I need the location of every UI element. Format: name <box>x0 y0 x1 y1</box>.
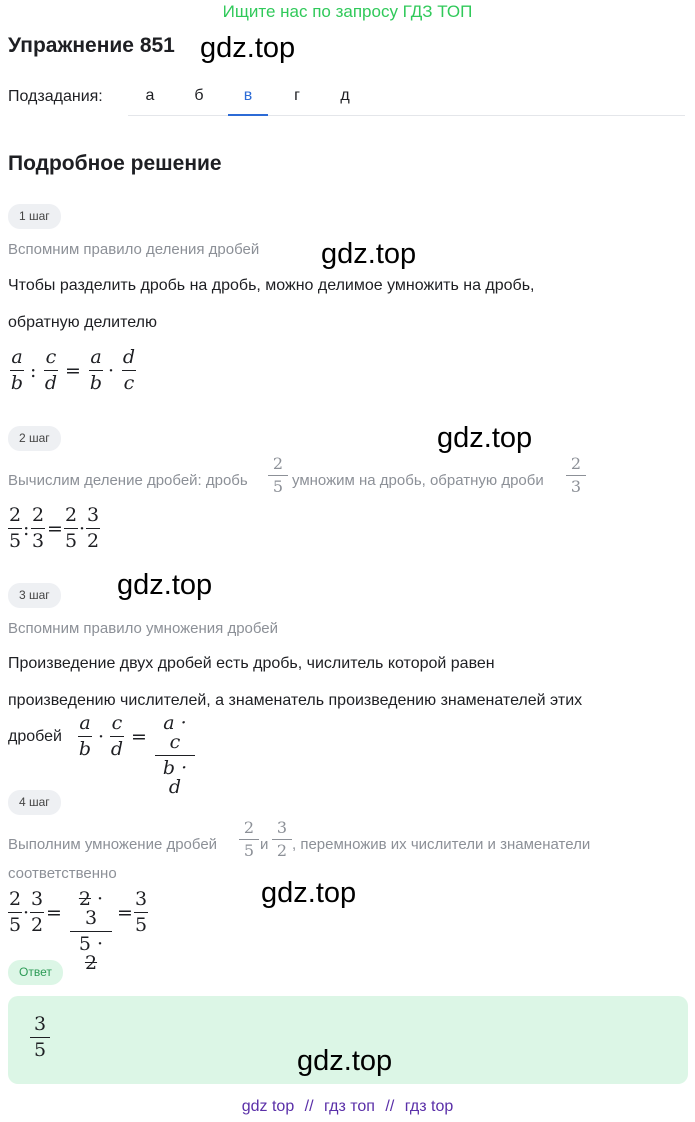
solution-heading: Подробное решение <box>8 152 222 175</box>
subtasks-label: Подзадания: <box>8 88 103 105</box>
step-2-note-part-2: умножим на дробь, обратную дроби <box>292 472 544 489</box>
subtasks-tabs <box>128 78 685 116</box>
footer-separator: // <box>304 1098 314 1115</box>
watermark: gdz.top <box>200 32 296 64</box>
step-2-formula <box>0 504 200 558</box>
dot-sign: · <box>79 518 86 540</box>
watermark: gdz.top <box>117 569 213 601</box>
footer-separator: // <box>385 1098 395 1115</box>
equals-sign: = <box>131 726 147 748</box>
step-3-text-line-2: произведению числителей, а знаменатель произведению знаменателей этих <box>8 692 583 709</box>
answer-badge: Ответ <box>8 960 63 985</box>
equals-sign: = <box>47 518 63 540</box>
step-1-text-line-2: обратную делителю <box>8 314 157 331</box>
footer-link-gdz-top[interactable]: gdz top <box>241 1098 295 1115</box>
fraction: c d <box>44 346 58 394</box>
fraction: 3 2 <box>86 504 100 552</box>
watermark: gdz.top <box>437 422 533 454</box>
dot-sign: · <box>98 726 105 748</box>
footer-links <box>0 1098 695 1116</box>
step-3-text-line-3: дробей <box>8 728 62 745</box>
fraction: a b <box>10 346 24 394</box>
step-1-formula <box>0 346 200 400</box>
fraction: a · c b · d <box>155 714 195 797</box>
dot-sign: · <box>23 902 30 924</box>
dot-sign: · <box>108 360 115 382</box>
step-3-text-line-1: Произведение двух дробей есть дробь, числитель которой равен <box>8 655 495 672</box>
fraction: 3 2 <box>30 888 44 936</box>
footer-link-gdz-top-mixed[interactable]: гдз top <box>404 1098 454 1115</box>
tab-g[interactable]: г <box>294 87 300 104</box>
tab-b[interactable]: б <box>194 87 204 104</box>
step-3-formula <box>70 712 270 798</box>
equals-sign: = <box>65 360 81 382</box>
search-banner: Ищите нас по запросу ГДЗ ТОП <box>222 2 473 21</box>
fraction: 2 5 <box>8 888 22 936</box>
fraction: 2 3 <box>31 504 45 552</box>
step-2-note-fraction-2: 2 3 <box>566 456 586 502</box>
step-4-note-and: и <box>260 836 269 853</box>
fraction: a b <box>89 346 103 394</box>
step-2-badge: 2 шаг <box>8 426 61 451</box>
step-2-note-part-1: Вычислим деление дробей: дробь <box>8 472 248 489</box>
equals-sign: = <box>117 902 133 924</box>
equals-sign: = <box>46 902 62 924</box>
step-4-note-fraction-2: 3 2 <box>272 820 292 866</box>
tab-a[interactable]: а <box>145 87 155 104</box>
answer-fraction: 3 5 <box>30 1015 50 1065</box>
fraction: 2 5 <box>8 504 22 552</box>
fraction: a b <box>78 712 92 760</box>
step-3-badge: 3 шаг <box>8 583 61 608</box>
step-2-note-fraction-1: 2 5 <box>268 456 288 502</box>
fraction: d c <box>122 346 136 394</box>
step-4-note-part-1: Выполним умножение дробей <box>8 836 218 853</box>
step-4-badge: 4 шаг <box>8 790 61 815</box>
step-1-note: Вспомним правило деления дробей <box>8 241 260 258</box>
fraction: 2 5 <box>64 504 78 552</box>
fraction: c d <box>110 712 124 760</box>
tab-v[interactable]: в <box>228 78 268 116</box>
watermark: gdz.top <box>261 877 357 909</box>
step-1-badge: 1 шаг <box>8 204 61 229</box>
watermark: gdz.top <box>297 1045 393 1077</box>
step-1-text-line-1: Чтобы разделить дробь на дробь, можно делимое умножить на дробь, <box>8 277 535 294</box>
step-4-note-part-2: , перемножив их числители и знаменатели <box>292 836 591 853</box>
page-title: Упражнение 851 <box>8 34 175 57</box>
footer-link-gdz-top-ru[interactable]: гдз топ <box>324 1098 375 1115</box>
step-4-note-fraction-1: 2 5 <box>239 820 259 866</box>
step-3-note: Вспомним правило умножения дробей <box>8 620 279 637</box>
fraction: 3 5 <box>134 888 148 936</box>
tab-d[interactable]: д <box>340 87 350 104</box>
colon-sign: : <box>30 360 37 382</box>
fraction-cancelled: 2 · 3 5 · 2 <box>70 890 112 973</box>
step-4-note-line-2: соответственно <box>8 865 117 882</box>
watermark: gdz.top <box>321 238 417 270</box>
colon-sign: : <box>23 518 30 540</box>
